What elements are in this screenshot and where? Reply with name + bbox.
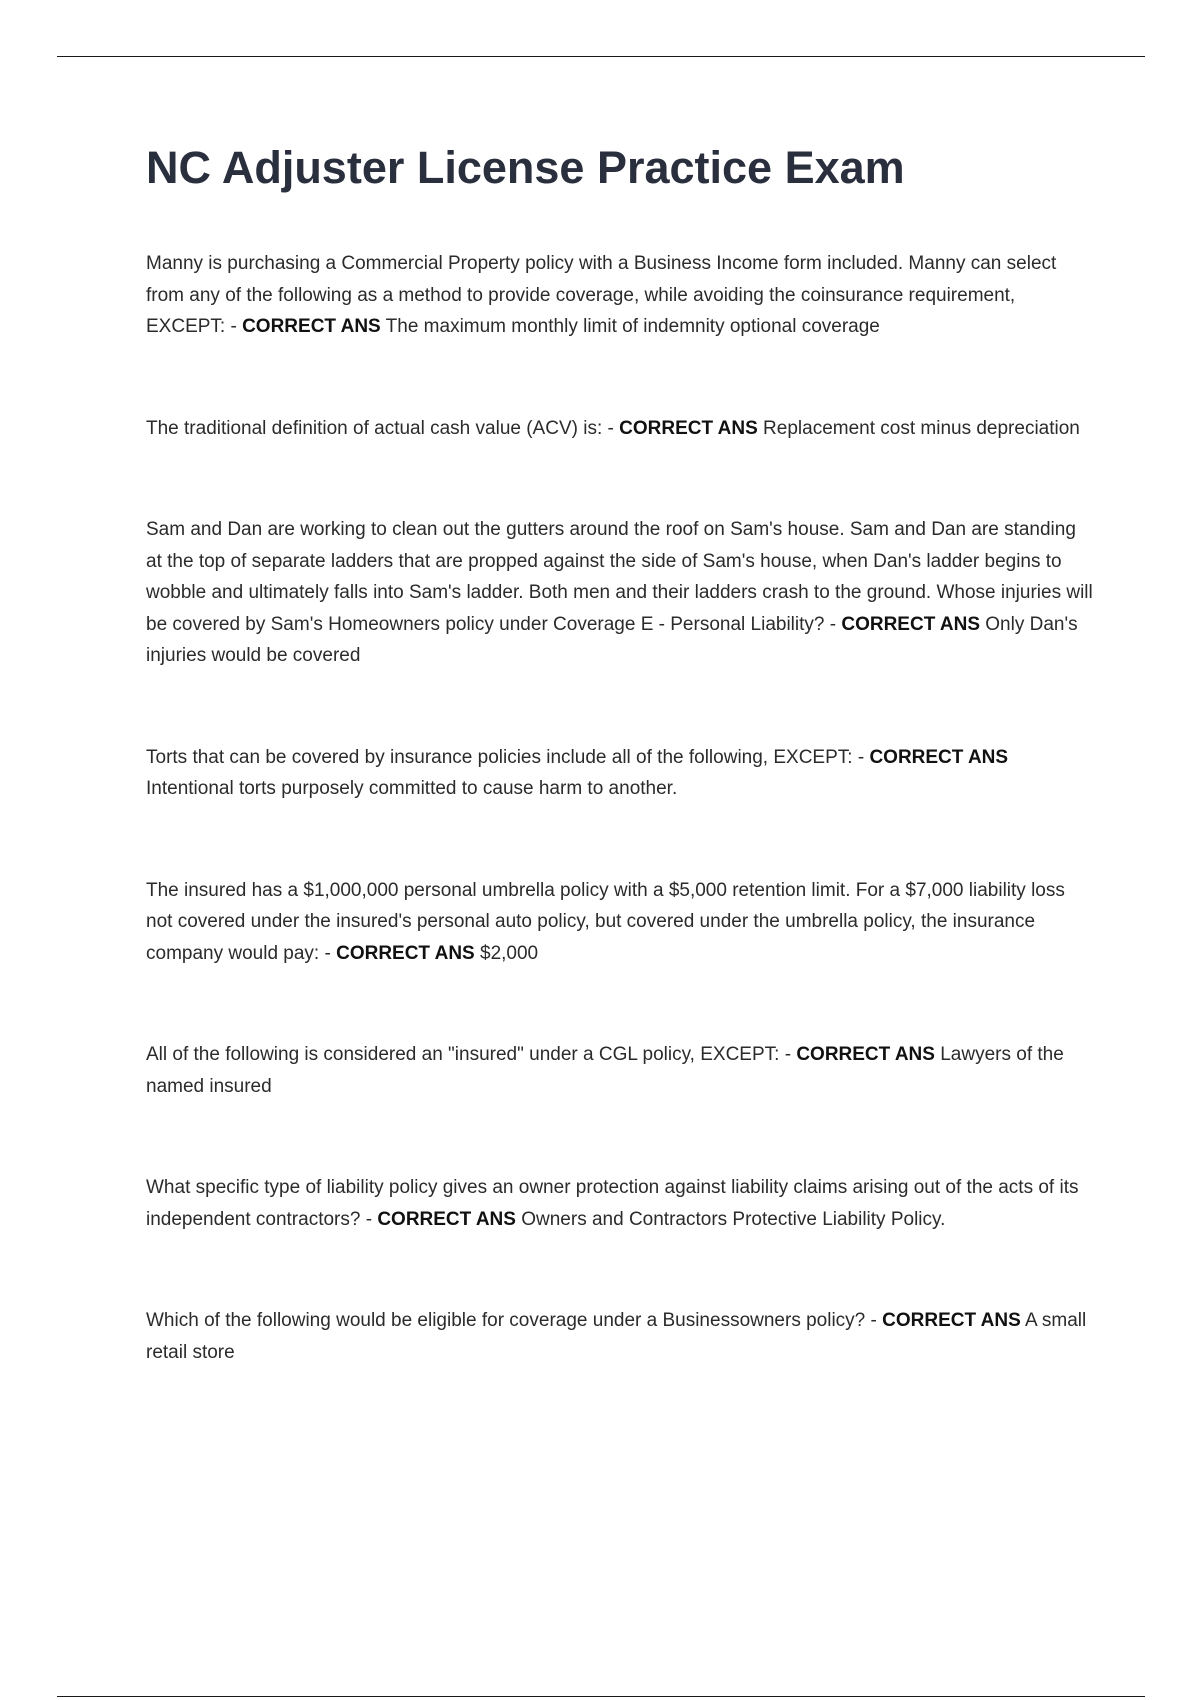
answer-text: Intentional torts purposely committed to cause harm to another. (146, 778, 678, 799)
question-text: Sam and Dan are working to clean out the gutters around the roof on Sam's house. Sam and Dan are standing at the top of separate ladders that are propped against the side of Sam's house, when Dan's ladder begins to wobble and ultimately falls into Sam's ladder. Both men and their ladders crash to the ground. Whose injuries will be covered by Sam's Homeowners policy under Coverage E - Personal Liability? - (146, 519, 1093, 635)
document-body (146, 140, 1096, 1368)
qa-item (146, 875, 1096, 970)
question-text: All of the following is considered an "insured" under a CGL policy, EXCEPT: - (146, 1044, 797, 1065)
answer-text: Owners and Contractors Protective Liability Policy. (521, 1208, 946, 1230)
qa-item (146, 1305, 1096, 1368)
answer-label: CORRECT ANS (796, 1044, 935, 1065)
qa-item (146, 1172, 1096, 1235)
question-text: Manny is purchasing a Commercial Property policy with a Business Income form included. Manny can select from any of the following as a method to provide coverage, while avoiding the coinsurance requirement, EXCEPT: - (146, 253, 1057, 337)
answer-label: CORRECT ANS (377, 1208, 516, 1230)
answer-text: Only Dan's injuries would be covered (146, 613, 1078, 666)
answer-label: CORRECT ANS (869, 746, 1009, 768)
qa-list (146, 248, 1096, 1368)
question-text: What specific type of liability policy gives an owner protection against liability claims arising out of the acts of its independent contractors? - (146, 1177, 1079, 1230)
question-text: The traditional definition of actual cash value (ACV) is: - (146, 417, 620, 439)
answer-label: CORRECT ANS (619, 417, 758, 439)
answer-text: Replacement cost minus depreciation (763, 417, 1080, 439)
qa-item (146, 413, 1096, 445)
document-title: NC Adjuster License Practice Exam (146, 142, 905, 193)
top-divider (57, 56, 1145, 57)
answer-label: CORRECT ANS (882, 1310, 1021, 1331)
question-text: Which of the following would be eligible for coverage under a Businessowners policy? - (146, 1310, 883, 1331)
answer-label: CORRECT ANS (841, 613, 980, 635)
qa-item (146, 742, 1096, 805)
question-text: Torts that can be covered by insurance policies include all of the following, EXCEPT: - (146, 746, 870, 768)
qa-item (146, 1039, 1096, 1102)
bottom-divider (57, 1696, 1145, 1697)
answer-label: CORRECT ANS (242, 316, 381, 337)
answer-text: The maximum monthly limit of indemnity optional coverage (385, 316, 880, 337)
qa-item (146, 514, 1096, 672)
answer-label: CORRECT ANS (336, 942, 475, 964)
answer-text: $2,000 (480, 942, 539, 964)
answer-text: Lawyers of the named insured (146, 1044, 1064, 1097)
qa-item (146, 248, 1096, 343)
question-text: The insured has a $1,000,000 personal umbrella policy with a $5,000 retention limit. For a $7,000 liability loss not covered under the insured's personal auto policy, but covered under the umbrella policy, the insurance company would pay: - (146, 879, 1065, 964)
answer-text: A small retail store (146, 1310, 1087, 1363)
